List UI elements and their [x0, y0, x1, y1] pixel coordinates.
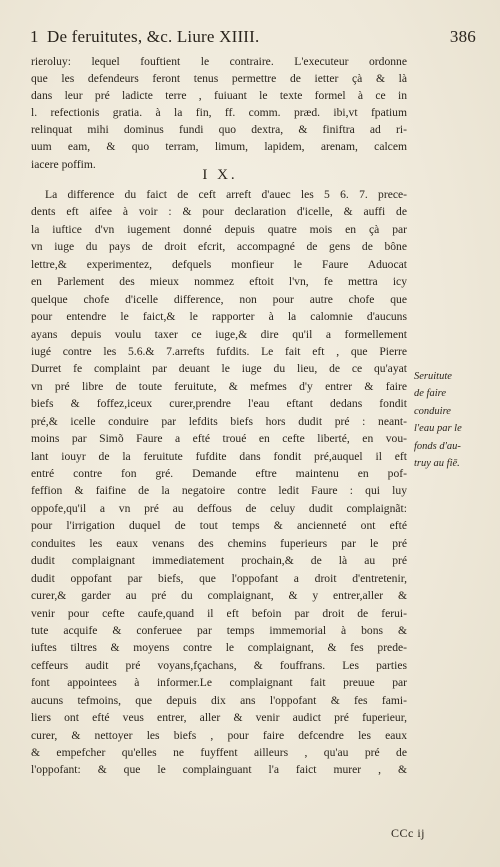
text-line: Durret fe complaint par deuant le iuge du lieu, de ce qu'ayat [31, 362, 407, 376]
margin-note-line: truy au fiē. [414, 458, 460, 470]
text-line: ayans depuis voulu taxer ce iuge,& dire qu'il a formellement [31, 327, 407, 341]
text-line: en Parlement des mieux nommez eftoit l'vn, fe mettra icy [31, 275, 407, 289]
text-line: conduites les eaux venans des chemins fuperieurs par le pré [31, 536, 407, 550]
text-line: pour entendre le faict,& le rapporter à la calomnie d'aucuns [31, 310, 407, 324]
margin-note-line: l'eau par le [414, 423, 462, 435]
opening-passage [31, 53, 407, 173]
text-line: tute acquife & conferuee par temps immemorial à bons & [31, 623, 407, 637]
header-left-mark: 1 [30, 27, 39, 46]
text-line: vn pré libre de toute feruitute, & mefmes d'y entrer & faire [31, 379, 407, 393]
text-line: relinquat mihi dominus fundi quo dextra, & finiftra ad ri- [31, 123, 407, 137]
text-line: l'oppofant: & que le complainguant l'a faict murer , & [31, 763, 407, 777]
text-line: biefs & foffez,iceux curer,prendre l'eau eftant dedans fondit [31, 397, 407, 411]
text-line: feffion & faifine de la negatoire contre ledit Faure : qui luy [31, 484, 407, 498]
text-line: rieroluy: lequel fouftient le contraire. L'executeur ordonne [31, 55, 407, 68]
text-line: la iuftice d'vn iugement donné depuis quatre mois en çà par [31, 222, 407, 236]
text-line: venir pour cefte caufe,quand il eft befoin par droit de ferui- [31, 606, 407, 620]
section-number: I X. [202, 167, 238, 183]
text-line: La difference du faict de ceft arreft d'auec les 5 6. 7. prece- [45, 188, 407, 201]
text-line: dudit complaignant immediatement prochain,& de là au pré [31, 554, 407, 568]
text-line: curer, & nettoyer les biefs , pour faire defcendre les eaux [31, 728, 407, 742]
text-line: aucuns tefmoins, que depuis dix ans l'oppofant & fes fami- [31, 693, 407, 707]
text-line: ceffeurs audit pré voyans,fçachans, & fouffrans. Les parties [31, 658, 407, 672]
margin-note-line: fonds d'au- [414, 440, 461, 452]
margin-note-line: de faire [414, 388, 446, 400]
text-line: pré,& icelle conduire par lefdits biefs hors dudit pré : neant- [31, 414, 407, 428]
text-line: vn iuge du pays de droit efcrit, accompagné de gens de bône [31, 240, 407, 254]
text-line: dans leur pré ladicte terre , fuiuant le texte formel à ce in [31, 89, 407, 103]
running-title: De feruitutes, &c. Liure XIIII. [47, 27, 260, 46]
text-line: lettre,& experimentez, defquels monfieur le Faure Aduocat [31, 257, 407, 271]
margin-note [414, 368, 474, 473]
text-line: & empefcher qu'elles ne fuyffent ailleurs , qu'au pré de [31, 746, 407, 759]
text-line: moins par Simõ Faure a efté troué en cefte liberté, en vou- [31, 432, 407, 446]
page-number: 386 [449, 27, 476, 46]
page-header [30, 27, 476, 51]
text-line: iugé contre les 5.6.& 7.arrefts fufdits. Le fait eft , que Pierre [31, 344, 407, 358]
text-line: dudit oppofant par biefs, que l'oppofant a droit d'entretenir, [31, 571, 407, 585]
main-paragraph [31, 186, 407, 779]
text-line: oppofe,qu'il a vn pré au deffous de celuy dudit complaignãt: [31, 501, 407, 515]
text-line: liers ont efté veus entrer, aller & venir audict pré fuperieur, [31, 711, 407, 725]
margin-note-line: Seruitute [414, 371, 452, 382]
text-line: pour l'irrigation duquel de tout temps & ancienneté ont efté [31, 519, 407, 533]
text-line: entré contre fon gré. Demande eftre maintenu en pof- [31, 467, 407, 480]
text-line: iacere poffim. [31, 157, 96, 171]
text-line: uum eam, & quo terram, limum, lapidem, arenam, calcem [31, 140, 407, 154]
margin-note-line: conduire [414, 405, 451, 417]
text-line: que les defendeurs feront tenus permettre de ietter çà & là [31, 72, 407, 86]
text-line: curer,& garder au pré du complaignant, & y entrer,aller & [31, 589, 407, 603]
text-line: font appointees à informer.Le complaignant fait preuue par [31, 676, 407, 690]
text-line: lant iouyr de la feruitute fufdite dans fondit pré,auquel il eft [31, 449, 407, 463]
signature-mark: CCc ij [391, 826, 426, 840]
text-line: iuftes tiltres & moyens contre le complaignant, & fes prede- [31, 641, 407, 655]
text-line: l. refectionis gratia. à la fin, ff. comm. præd. ibi,vt fpatium [31, 106, 407, 120]
text-line: dents eft aifee à voir : & pour declaration d'icelle, & auffi de [31, 205, 407, 219]
text-line: quelque chofe d'icelle difference, non pour autre chofe que [31, 292, 407, 306]
